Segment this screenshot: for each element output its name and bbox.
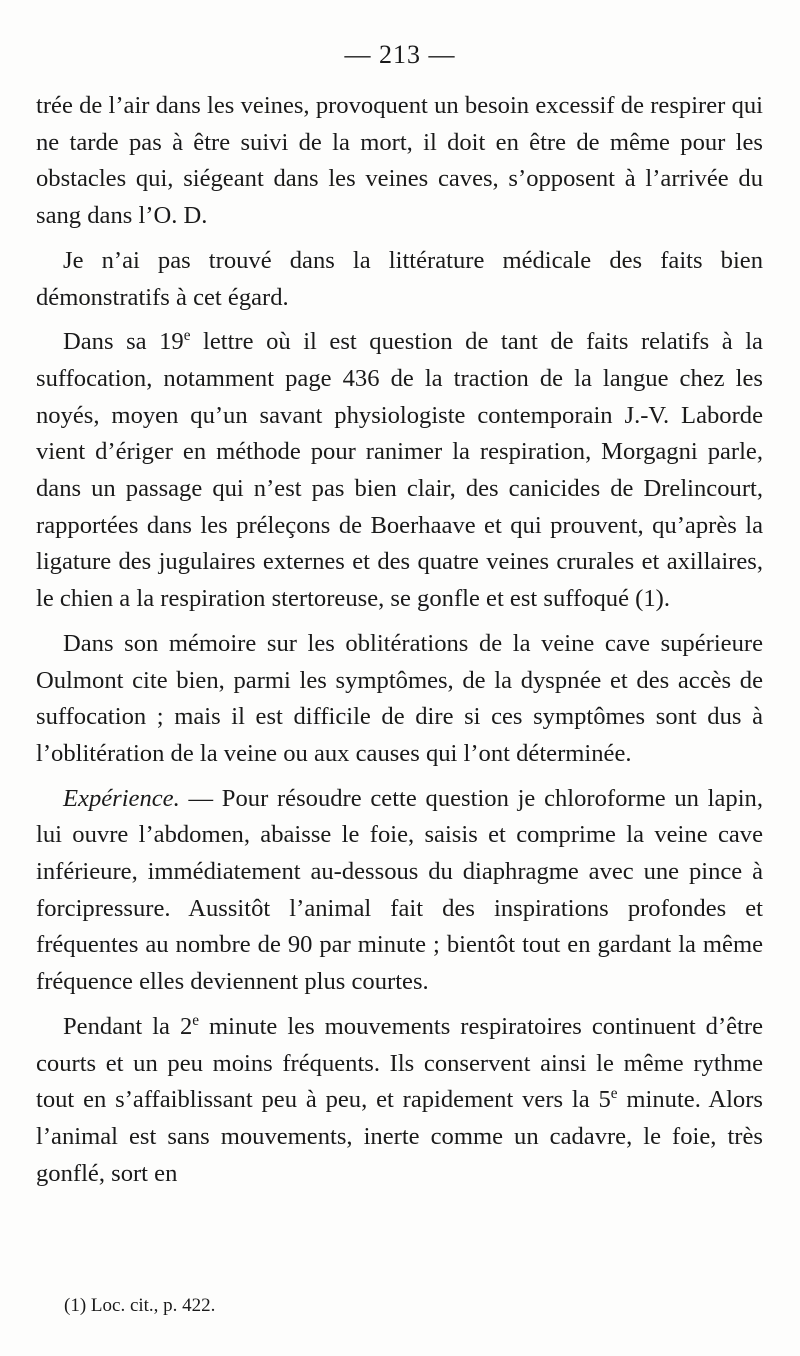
superscript-e: e <box>183 327 191 345</box>
paragraph-experience-body: — Pour résoudre cette question je chloroforme un lapin, lui ouvre l’abdomen, abaisse le foie, saisis et comprime la veine cave inférieure, immédiatement au-dessous du diaphragme avec une pince à forcipressure. Aussitôt l’animal fait des inspirations profondes et fréquentes au nombre de 90 par minute ; bientôt tout en gardant la même fréquence elles deviennent plus courtes. <box>36 784 763 996</box>
paragraph-morgagni-start: Dans sa 19 <box>63 328 184 356</box>
body-text <box>36 88 763 1200</box>
paragraph-second-minute <box>36 1009 763 1193</box>
paragraph-morgagni <box>36 324 763 618</box>
paragraph-literature: Je n’ai pas trouvé dans la littérature médicale des faits bien démonstratifs à cet égard. <box>36 246 763 311</box>
paragraph-second-minute-start: Pendant la 2 <box>63 1012 193 1040</box>
superscript-e-2: e <box>192 1011 200 1029</box>
experience-heading: Expérience. <box>63 784 180 812</box>
footnote: (1) Loc. cit., p. 422. <box>64 1295 216 1316</box>
page-number: — 213 — <box>344 40 456 69</box>
paragraph-experience <box>36 781 763 1001</box>
paragraph-morgagni-rest: lettre où il est question de tant de faits relatifs à la suffocation, notamment page 436 de la traction de la langue chez les noyés, moyen qu’un savant physiologiste contemporain J.-V. Laborde vient d’ériger en méthode pour ranimer la respiration, Morgagni parle, dans un passage qui n’est pas bien clair, des canicides de Drelincourt, rapportées dans les préleçons de Boerhaave et qui prouvent, qu’après la ligature des jugulaires externes et des quatre veines crurales et axillaires, le chien a la respiration stertoreuse, se gonfle et est suffoqué (1). <box>36 328 763 613</box>
superscript-e-5: e <box>610 1085 618 1103</box>
paragraph-second-minute-middle: minute les mouvements respiratoires continuent d’être courts et un peu moins fréquents. Ils conservent ainsi le même rythme tout en s’affaiblissant peu à peu, et rapidement vers la 5 <box>36 1012 763 1114</box>
paragraph-second-minute-end: minute. Alors l’animal est sans mouvements, inerte comme un cadavre, le foie, très gonflé, sort en <box>36 1086 763 1187</box>
paragraph-oulmont: Dans son mémoire sur les oblitérations de la veine cave supérieure Oulmont cite bien, parmi les symptômes, de la dyspnée et des accès de suffocation ; mais il est difficile de dire si ces symptômes sont dus à l’oblitération de la veine ou aux causes qui l’ont déterminée. <box>36 629 763 767</box>
paragraph-continuation: trée de l’air dans les veines, provoquent un besoin excessif de respirer qui ne tarde pas à être suivi de la mort, il doit en être de même pour les obstacles qui, siégeant dans les veines caves, s’opposent à l’arrivée du sang dans l’O. D. <box>36 92 763 230</box>
